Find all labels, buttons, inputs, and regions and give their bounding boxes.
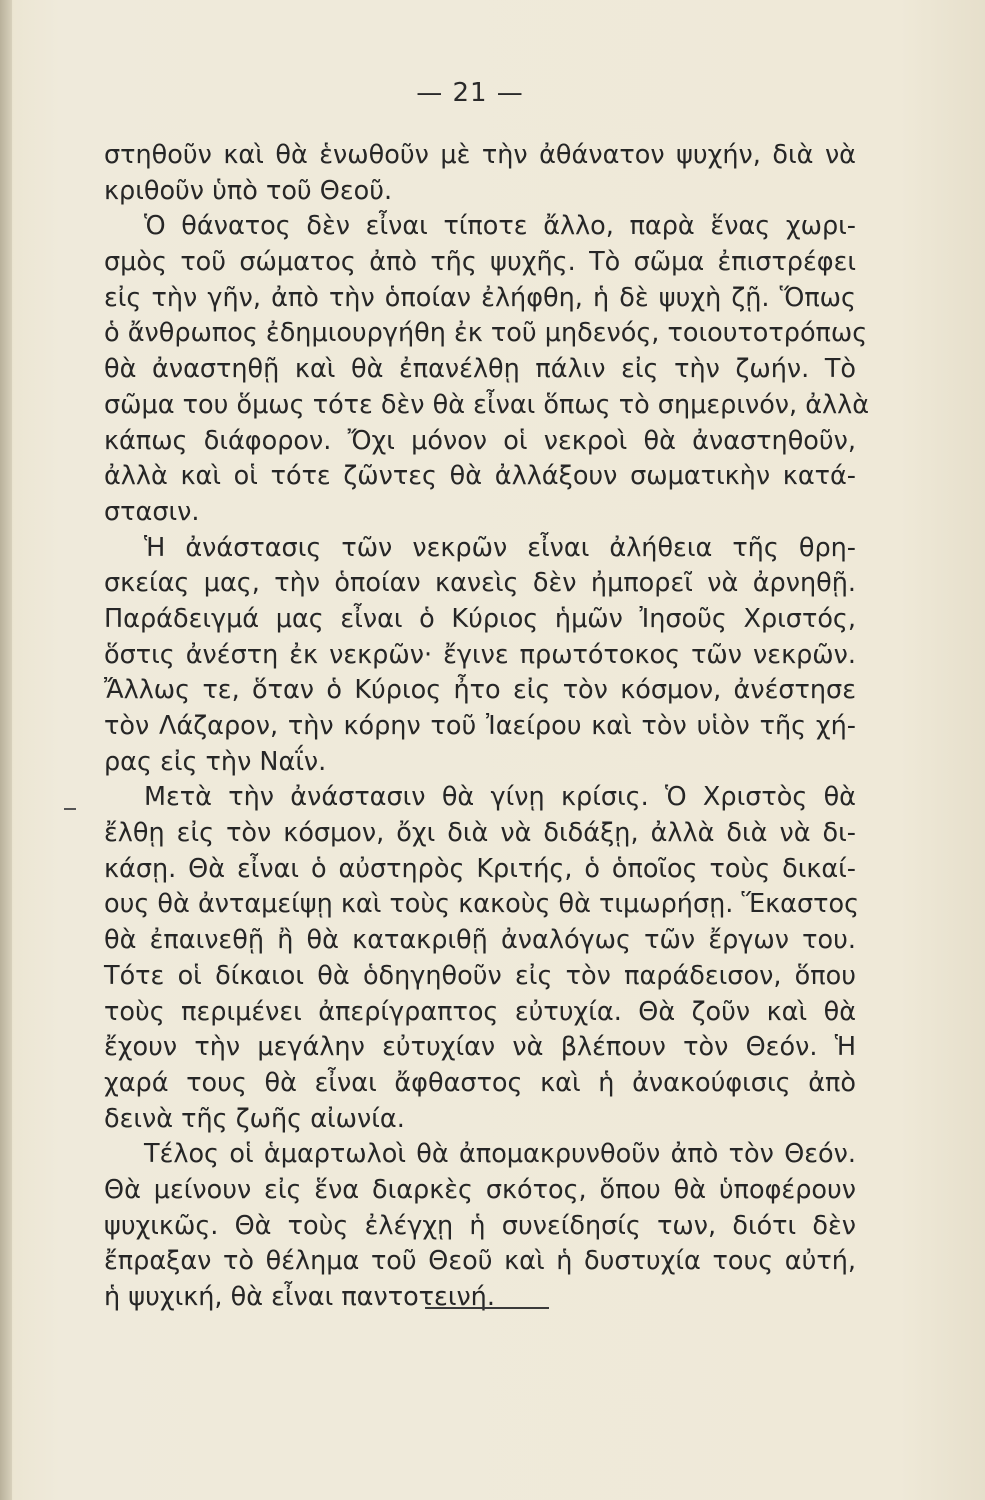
text-line: Ἡ ἀνάστασις τῶν νεκρῶν εἶναι ἀλήθεια τῆς θρη- (144, 532, 856, 563)
text-line: Μετὰ τὴν ἀνάστασιν θὰ γίνῃ κρίσις. Ὁ Χριστὸς θὰ (144, 782, 856, 813)
text-line: Παράδειγμά μας εἶναι ὁ Κύριος ἡμῶν Ἰησοῦς Χριστός, (104, 603, 856, 634)
body-text (104, 138, 870, 1316)
text-line: Τέλος οἱ ἁμαρτωλοὶ θὰ ἀπομακρυνθοῦν ἀπὸ τὸν Θεόν. (144, 1139, 856, 1170)
text-line: ὁ ἄνθρωπος ἐδημιουργήθη ἐκ τοῦ μηδενός, τοιουτοτρόπως (104, 318, 868, 349)
text-line: δεινὰ τῆς ζωῆς αἰωνία. (104, 1103, 405, 1134)
text-line: Ἄλλως τε, ὅταν ὁ Κύριος ἦτο εἰς τὸν κόσμον, ἀνέστησε (104, 675, 856, 706)
text-line: θὰ ἀναστηθῇ καὶ θὰ ἐπανέλθῃ πάλιν εἰς τὴν ζωήν. Τὸ (104, 354, 856, 385)
margin-dash-mark (64, 808, 76, 810)
text-line: ἔχουν τὴν μεγάλην εὐτυχίαν νὰ βλέπουν τὸν Θεόν. Ἡ (104, 1032, 856, 1063)
page-spine-edge (0, 0, 12, 1500)
text-line: ους θὰ ἀνταμείψῃ καὶ τοὺς κακοὺς θὰ τιμωρήσῃ. Ἕκαστος (104, 889, 860, 920)
text-line: κάπως διάφορον. Ὄχι μόνον οἱ νεκροὶ θὰ ἀναστηθοῦν, (104, 425, 856, 456)
text-line: Τότε οἱ δίκαιοι θὰ ὁδηγηθοῦν εἰς τὸν παράδεισον, ὅπου (104, 960, 856, 991)
text-line: τοὺς περιμένει ἀπερίγραπτος εὐτυχία. Θὰ ζοῦν καὶ θὰ (104, 996, 856, 1027)
text-line: Θὰ μείνουν εἰς ἕνα διαρκὲς σκότος, ὅπου θὰ ὑποφέρουν (104, 1174, 856, 1205)
text-line: κριθοῦν ὑπὸ τοῦ Θεοῦ. (104, 175, 393, 206)
text-line: στασιν. (104, 496, 200, 527)
page-number: — 21 — (416, 78, 524, 108)
section-divider-rule (425, 1307, 549, 1309)
text-line: χαρά τους θὰ εἶναι ἄφθαστος καὶ ἡ ἀνακούφισις ἀπὸ (104, 1067, 856, 1098)
text-line: στηθοῦν καὶ θὰ ἑνωθοῦν μὲ τὴν ἀθάνατον ψυχήν, διὰ νὰ (104, 140, 856, 170)
text-line: θὰ ἐπαινεθῇ ἢ θὰ κατακριθῇ ἀναλόγως τῶν ἔργων του. (104, 925, 856, 956)
text-line: ἀλλὰ καὶ οἱ τότε ζῶντες θὰ ἀλλάξουν σωματικὴν κατά- (104, 461, 856, 492)
text-line: σκείας μας, τὴν ὁποίαν κανεὶς δὲν ἠμπορεῖ νὰ ἀρνηθῇ. (104, 568, 856, 599)
text-line: ἡ ψυχική, θὰ εἶναι παντοτεινή. (104, 1282, 495, 1312)
text-line: τὸν Λάζαρον, τὴν κόρην τοῦ Ἰαείρου καὶ τὸν υἱὸν τῆς χή- (104, 711, 856, 741)
text-line: σῶμα του ὅμως τότε δὲν θὰ εἶναι ὅπως τὸ σημερινόν, ἀλλὰ (104, 389, 870, 420)
text-line: ἔπραξαν τὸ θέλημα τοῦ Θεοῦ καὶ ἡ δυστυχία τους αὐτή, (104, 1246, 856, 1277)
text-line: κάσῃ. Θὰ εἶναι ὁ αὐστηρὸς Κριτής, ὁ ὁποῖος τοὺς δικαί- (104, 853, 856, 884)
text-line: εἰς τὴν γῆν, ἀπὸ τὴν ὁποίαν ἐλήφθη, ἡ δὲ ψυχὴ ζῇ. Ὅπως (104, 282, 856, 313)
text-line: σμὸς τοῦ σώματος ἀπὸ τῆς ψυχῆς. Τὸ σῶμα ἐπιστρέφει (104, 247, 856, 278)
text-line: ψυχικῶς. Θὰ τοὺς ἐλέγχῃ ἡ συνείδησίς των, διότι δὲν (104, 1210, 856, 1241)
text-line: Ὁ θάνατος δὲν εἶναι τίποτε ἄλλο, παρὰ ἕνας χωρι- (144, 211, 856, 242)
text-line: ρας εἰς τὴν Ναΐν. (104, 746, 327, 777)
text-line: ἔλθῃ εἰς τὸν κόσμον, ὄχι διὰ νὰ διδάξῃ, ἀλλὰ διὰ νὰ δι- (104, 818, 856, 849)
text-line: ὅστις ἀνέστη ἐκ νεκρῶν· ἔγινε πρωτότοκος τῶν νεκρῶν. (104, 639, 856, 670)
